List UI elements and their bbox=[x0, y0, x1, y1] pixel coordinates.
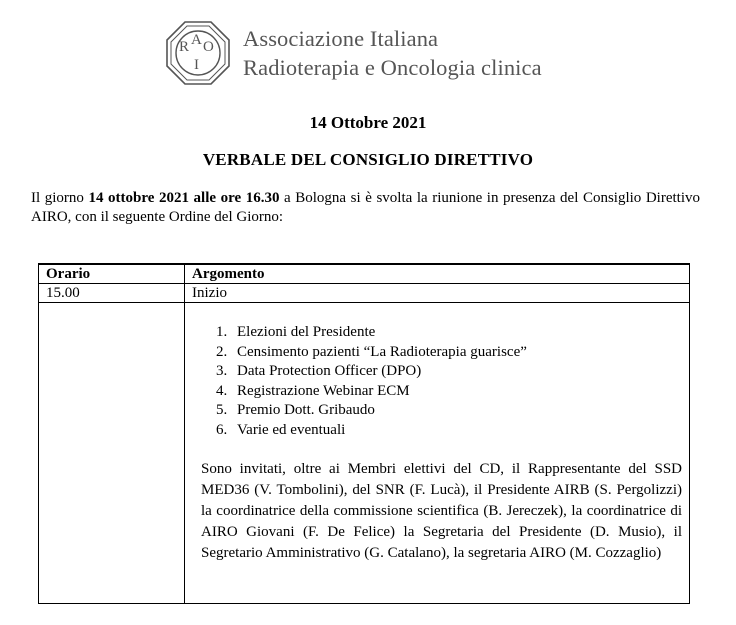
org-name-line1: Associazione Italiana bbox=[243, 26, 439, 51]
intro-date-time: 14 ottobre 2021 alle ore 16.30 bbox=[88, 190, 280, 206]
meeting-date: 14 Ottobre 2021 bbox=[309, 113, 427, 132]
intro-paragraph bbox=[31, 189, 700, 227]
invitees-paragraph: Sono invitati, oltre ai Membri elettivi del CD, il Rappresentante del SSD MED36 (V. Tombolini), del SNR (F. Lucà), il Presidente AIRB (S. Pergolizzi) la coordinatrice della commissione scientifica (B. Jereczek), la coordinatrice di AIRO Giovani (F. De Felice) la Segretaria del Presidente (D. Musio), il Segretario Amministrativo (G. Catalano), la segretaria AIRO (M. Cozzaglio) bbox=[201, 461, 682, 561]
airo-logo bbox=[165, 20, 231, 86]
table-row bbox=[39, 303, 690, 604]
svg-text:R: R bbox=[179, 39, 190, 55]
intro-text-2: a Bologna si è svolta la riunione in presenza del Consiglio Direttivo AIRO, con il seguente Ordine del Giorno: bbox=[31, 190, 701, 225]
agenda-item: 3. Data Protection Officer (DPO) bbox=[231, 362, 682, 382]
agenda-cell bbox=[185, 303, 690, 604]
letterhead bbox=[165, 20, 542, 86]
svg-text:I: I bbox=[194, 57, 199, 73]
organization-name bbox=[243, 24, 542, 82]
agenda-list bbox=[192, 323, 682, 440]
table-row bbox=[39, 284, 690, 303]
agenda-item: 5. Premio Dott. Gribaudo bbox=[231, 401, 682, 421]
document-title: VERBALE DEL CONSIGLIO DIRETTIVO bbox=[202, 150, 534, 169]
agenda-item: 6. Varie ed eventuali bbox=[231, 421, 682, 441]
time-cell: 15.00 bbox=[39, 284, 185, 303]
column-header-orario: Orario bbox=[39, 264, 185, 284]
time-cell-empty bbox=[39, 303, 185, 604]
agenda-item: 2. Censimento pazienti “La Radioterapia guarisce” bbox=[231, 343, 682, 363]
agenda-item: 1. Elezioni del Presidente bbox=[231, 323, 682, 343]
svg-text:A: A bbox=[191, 32, 202, 48]
topic-cell: Inizio bbox=[185, 284, 690, 303]
column-header-argomento: Argomento bbox=[185, 264, 690, 284]
table-header-row bbox=[39, 264, 690, 284]
agenda-item: 4. Registrazione Webinar ECM bbox=[231, 382, 682, 402]
agenda-table bbox=[38, 263, 690, 604]
svg-text:O: O bbox=[203, 39, 214, 55]
intro-text-1: Il giorno bbox=[31, 190, 89, 206]
org-name-line2: Radioterapia e Oncologia clinica bbox=[243, 55, 542, 80]
